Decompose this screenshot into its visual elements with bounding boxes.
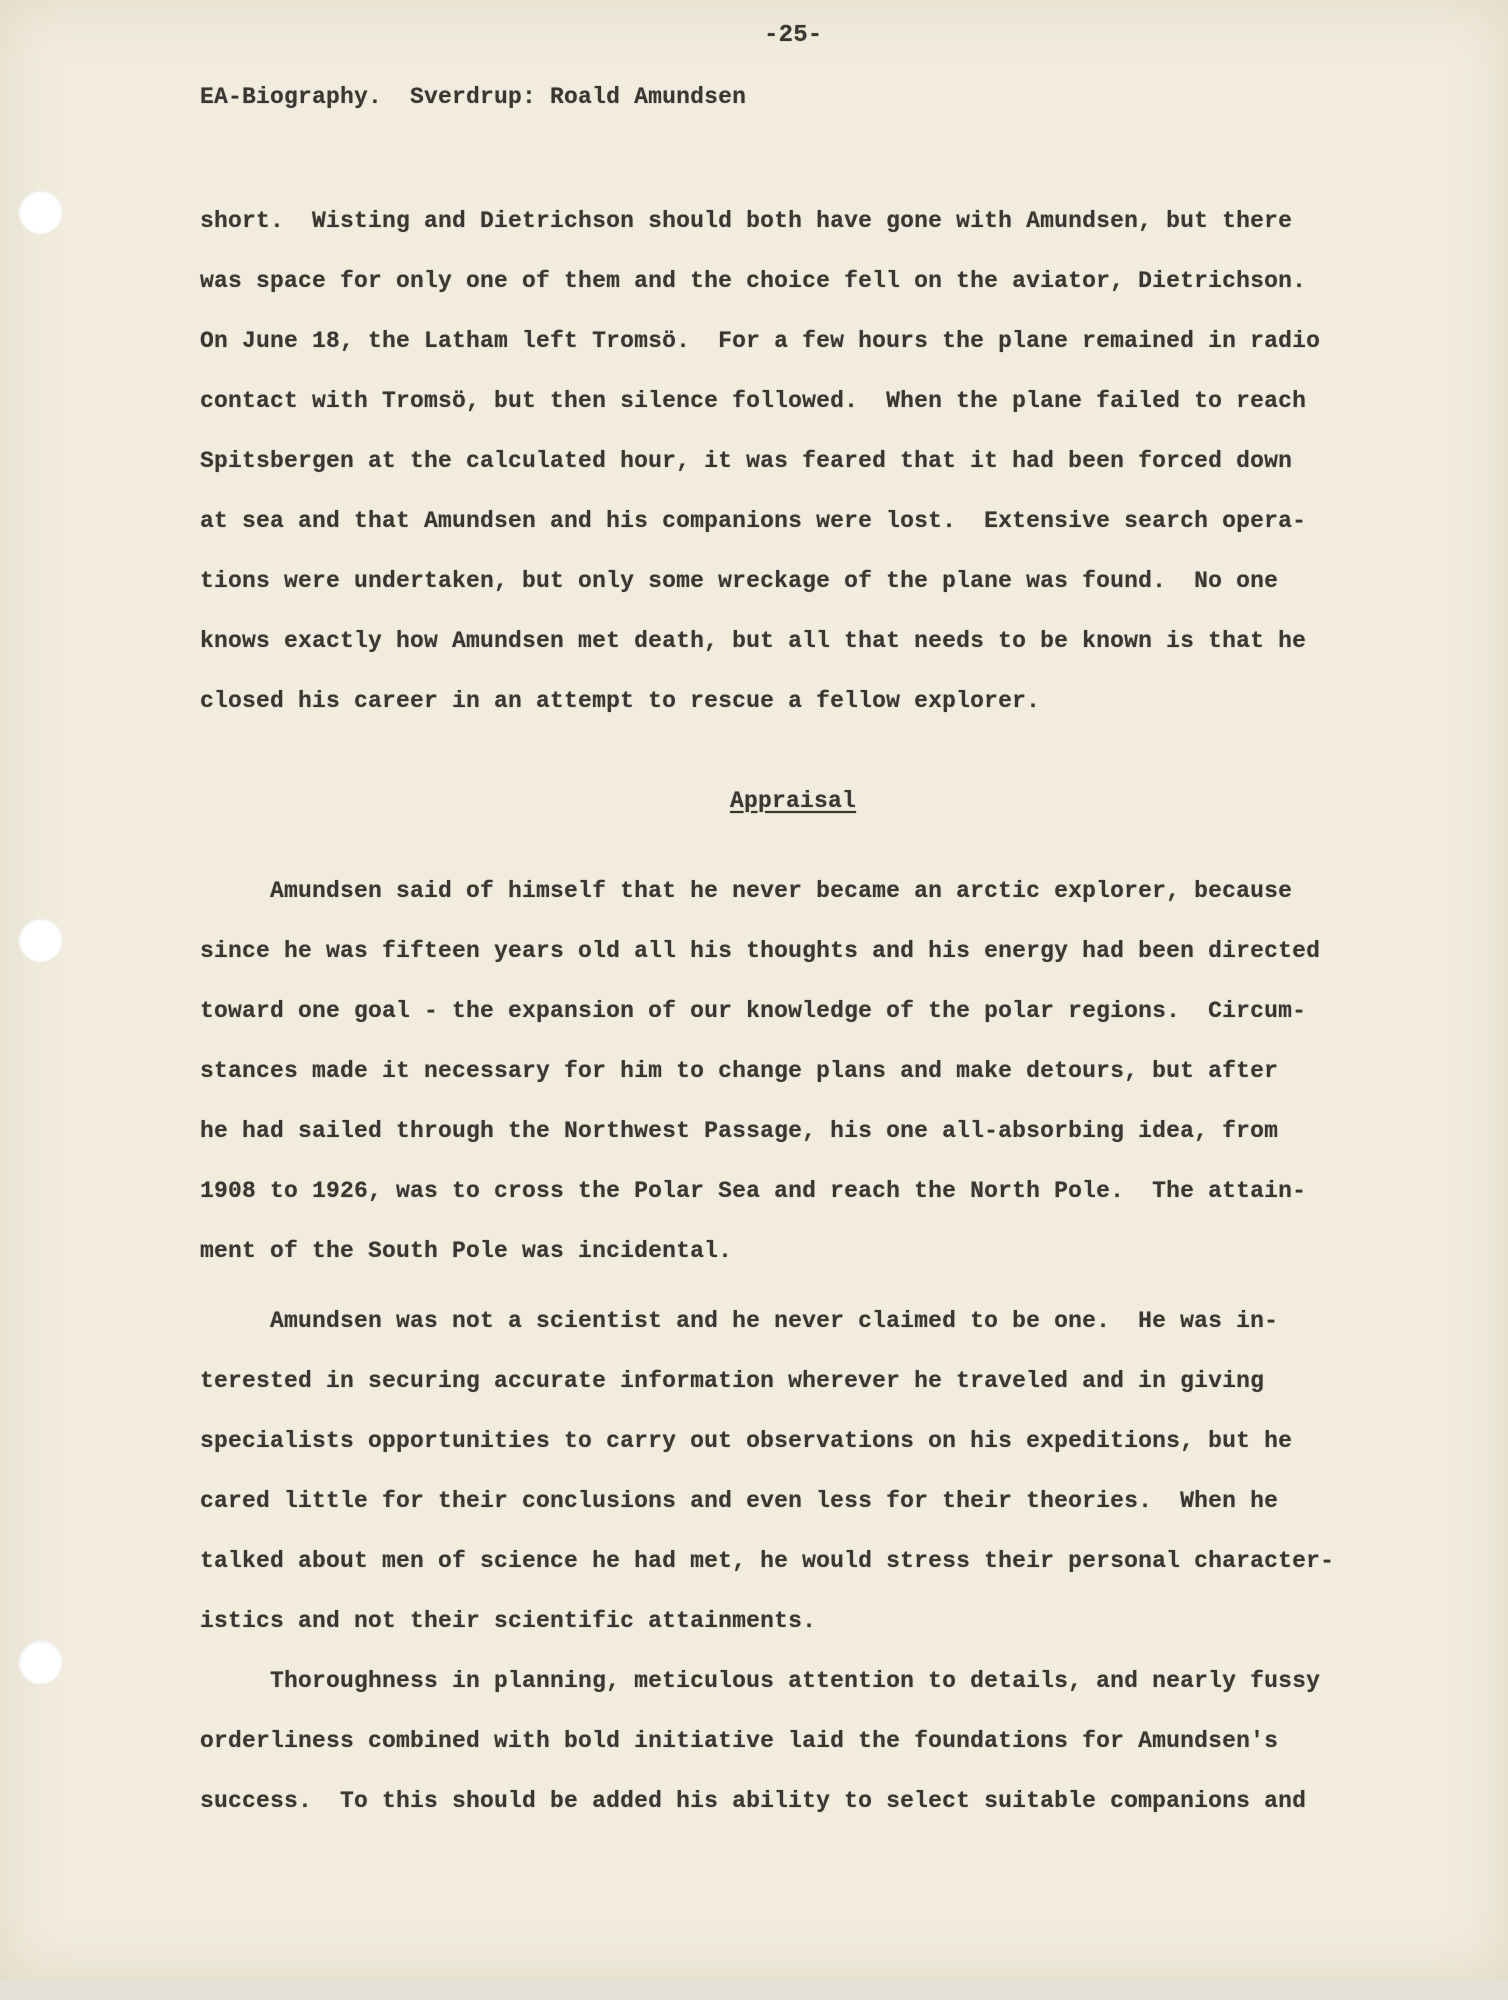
- text-line: terested in securing accurate information wherever he traveled and in giving: [200, 1368, 1265, 1394]
- text-line: he had sailed through the Northwest Passage, his one all-absorbing idea, from: [200, 1118, 1279, 1144]
- text-line: cared little for their conclusions and even less for their theories. When he: [200, 1488, 1279, 1514]
- text-line: Amundsen was not a scientist and he never claimed to be one. He was in-: [200, 1308, 1279, 1334]
- text-line: short. Wisting and Dietrichson should both have gone with Amundsen, but there: [200, 208, 1293, 234]
- section-heading: Appraisal: [730, 788, 857, 814]
- page-number: -25-: [764, 22, 823, 49]
- text-line: stances made it necessary for him to change plans and make detours, but after: [200, 1058, 1279, 1084]
- scan-background: [0, 1980, 1508, 2000]
- text-line: specialists opportunities to carry out observations on his expeditions, but he: [200, 1428, 1293, 1454]
- text-line: talked about men of science he had met, he would stress their personal character-: [200, 1548, 1335, 1574]
- text-line: orderliness combined with bold initiative laid the foundations for Amundsen's: [200, 1728, 1279, 1754]
- text-line: toward one goal - the expansion of our knowledge of the polar regions. Circum-: [200, 998, 1307, 1024]
- text-line: On June 18, the Latham left Tromsö. For a few hours the plane remained in radio: [200, 328, 1321, 354]
- text-line: contact with Tromsö, but then silence followed. When the plane failed to reach: [200, 388, 1307, 414]
- text-line: istics and not their scientific attainments.: [200, 1608, 817, 1634]
- text-line: closed his career in an attempt to rescue a fellow explorer.: [200, 688, 1041, 714]
- punch-hole: [18, 1640, 62, 1684]
- text-line: ment of the South Pole was incidental.: [200, 1238, 733, 1264]
- text-line: success. To this should be added his ability to select suitable companions and: [200, 1788, 1307, 1814]
- text-line: Thoroughness in planning, meticulous attention to details, and nearly fussy: [200, 1668, 1321, 1694]
- text-line: knows exactly how Amundsen met death, but all that needs to be known is that he: [200, 628, 1307, 654]
- punch-hole: [18, 918, 62, 962]
- text-line: was space for only one of them and the choice fell on the aviator, Dietrichson.: [200, 268, 1307, 294]
- text-line: Amundsen said of himself that he never became an arctic explorer, because: [200, 878, 1293, 904]
- text-line: 1908 to 1926, was to cross the Polar Sea and reach the North Pole. The attain-: [200, 1178, 1307, 1204]
- punch-hole: [18, 190, 62, 234]
- text-line: Spitsbergen at the calculated hour, it was feared that it had been forced down: [200, 448, 1293, 474]
- text-line: tions were undertaken, but only some wreckage of the plane was found. No one: [200, 568, 1279, 594]
- text-line: at sea and that Amundsen and his companions were lost. Extensive search opera-: [200, 508, 1307, 534]
- running-header: EA-Biography. Sverdrup: Roald Amundsen: [200, 84, 747, 110]
- text-line: since he was fifteen years old all his thoughts and his energy had been directed: [200, 938, 1321, 964]
